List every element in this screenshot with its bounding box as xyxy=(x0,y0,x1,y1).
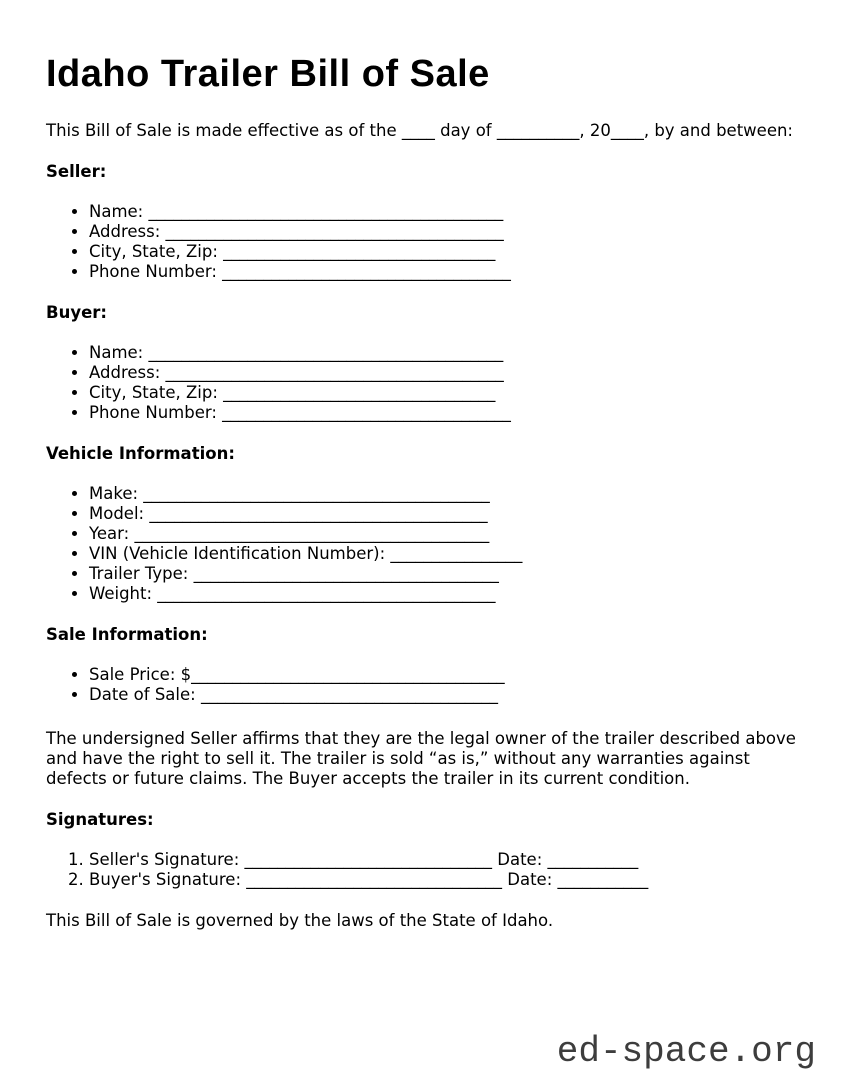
signatures-heading: Signatures: xyxy=(46,810,154,829)
buyer-signature-line: 2. Buyer's Signature: _______________________________ Date: ___________ xyxy=(89,870,798,890)
vehicle-trailer-type-field: • Trailer Type: _____________________________________ xyxy=(89,564,798,584)
seller-address-field: • Address: _________________________________________ xyxy=(89,222,798,242)
vehicle-year-field: • Year: ___________________________________________ xyxy=(89,524,798,544)
seller-city-state-zip-field: • City, State, Zip: _________________________________ xyxy=(89,242,798,262)
buyer-name-field: • Name: ___________________________________________ xyxy=(89,343,798,363)
signature-lines xyxy=(46,850,798,890)
watermark-ed-space-org: ed-space.org xyxy=(556,1031,816,1072)
governing-law-line: This Bill of Sale is governed by the laws of the State of Idaho. xyxy=(46,911,554,930)
sale-information-heading: Sale Information: xyxy=(46,625,208,644)
affirmation-line-3: defects or future claims. The Buyer accepts the trailer in its current condition. xyxy=(46,769,690,788)
seller-signature-line: 1. Seller's Signature: ______________________________ Date: ___________ xyxy=(89,850,798,870)
date-of-sale-field: • Date of Sale: ____________________________________ xyxy=(89,685,798,705)
vehicle-weight-field: • Weight: _________________________________________ xyxy=(89,584,798,604)
buyer-fields xyxy=(46,343,798,423)
seller-name-field: • Name: ___________________________________________ xyxy=(89,202,798,222)
section-buyer xyxy=(46,302,798,423)
section-sale-information xyxy=(46,624,798,705)
buyer-heading: Buyer: xyxy=(46,303,108,322)
buyer-address-field: • Address: _________________________________________ xyxy=(89,363,798,383)
intro-line: This Bill of Sale is made effective as of the ____ day of __________, 20____, by and between: xyxy=(46,121,793,140)
buyer-city-state-zip-field: • City, State, Zip: _________________________________ xyxy=(89,383,798,403)
vehicle-make-field: • Make: __________________________________________ xyxy=(89,484,798,504)
buyer-phone-field: • Phone Number: ___________________________________ xyxy=(89,403,798,423)
seller-phone-field: • Phone Number: ___________________________________ xyxy=(89,262,798,282)
vehicle-information-heading: Vehicle Information: xyxy=(46,444,235,463)
section-seller xyxy=(46,161,798,282)
seller-fields xyxy=(46,202,798,282)
section-signatures xyxy=(46,809,798,890)
vehicle-model-field: • Model: _________________________________________ xyxy=(89,504,798,524)
sale-fields xyxy=(46,665,798,705)
sale-price-field: • Sale Price: $______________________________________ xyxy=(89,665,798,685)
affirmation-line-1: The undersigned Seller affirms that they are the legal owner of the trailer described above xyxy=(46,729,796,748)
affirmation-paragraph xyxy=(46,729,798,789)
vehicle-vin-field: • VIN (Vehicle Identification Number): ________________ xyxy=(89,544,798,564)
affirmation-line-2: and have the right to sell it. The trailer is sold “as is,” without any warranties against xyxy=(46,749,750,768)
seller-heading: Seller: xyxy=(46,162,107,181)
page-title: Idaho Trailer Bill of Sale xyxy=(46,53,490,95)
section-vehicle-information xyxy=(46,443,798,604)
vehicle-fields xyxy=(46,484,798,604)
